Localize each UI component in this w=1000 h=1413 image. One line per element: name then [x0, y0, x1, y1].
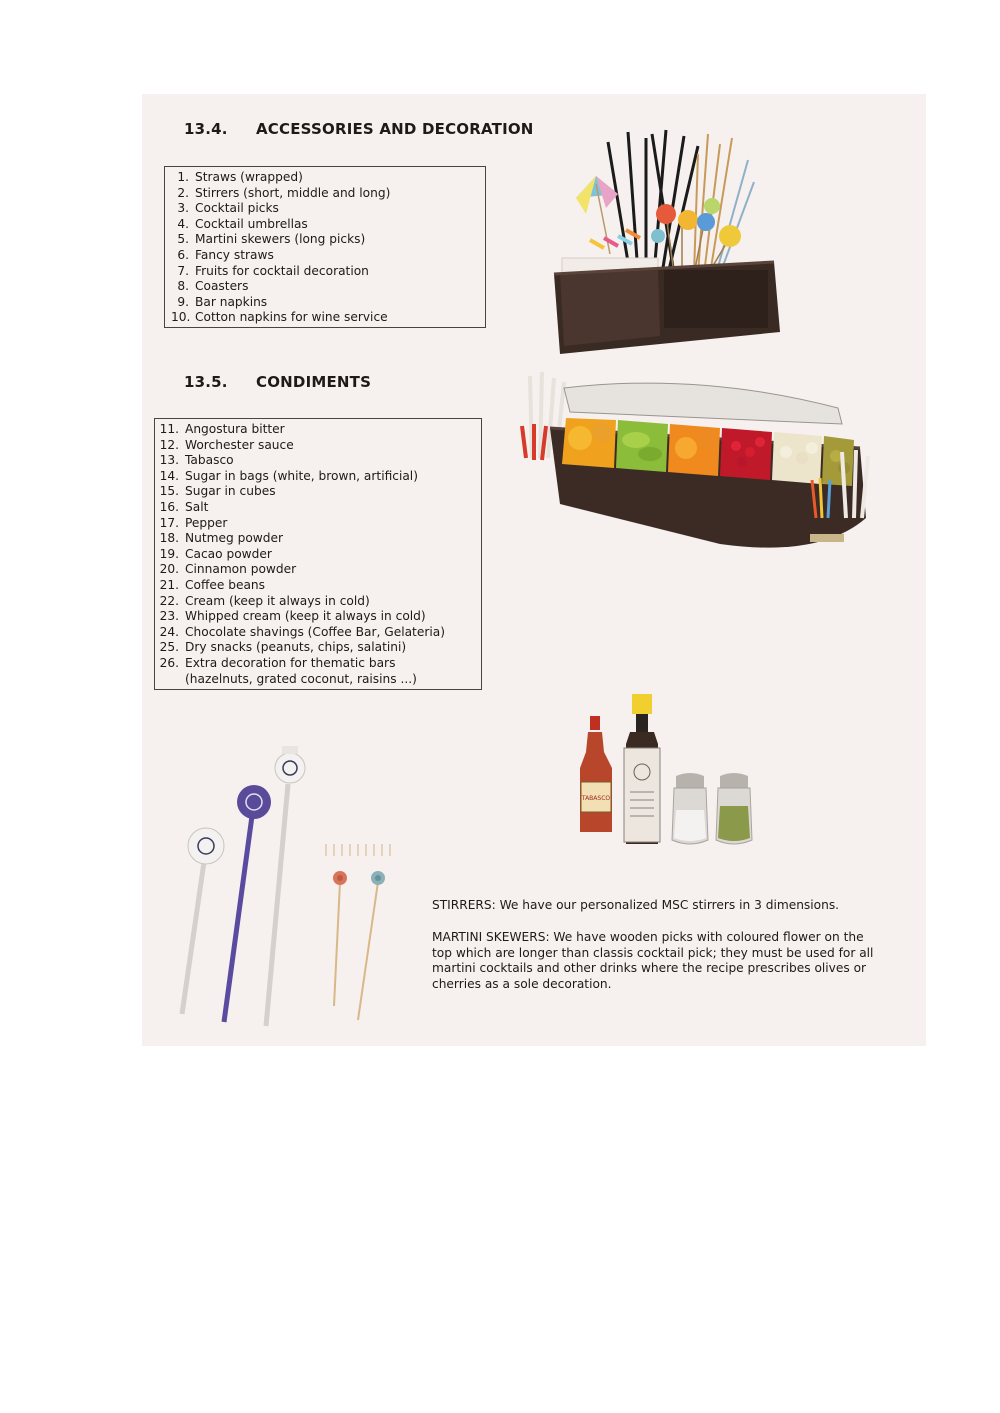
list-item-number: 13.: [159, 453, 179, 468]
list-item-number: 3.: [177, 201, 189, 216]
list-item: [171, 186, 485, 202]
list-item-text: Cream (keep it always in cold): [185, 593, 370, 608]
list-item: [155, 484, 481, 500]
list-item-number: 9.: [177, 294, 189, 309]
list-item-number: 4.: [177, 216, 189, 231]
list-item-text: Worchester sauce: [185, 437, 294, 452]
list-item-number: 25.: [159, 640, 179, 655]
accessories-list: [171, 170, 485, 326]
list-item-text: Fruits for cocktail decoration: [195, 263, 369, 278]
list-item-text: Pepper: [185, 515, 228, 530]
list-item: [171, 201, 485, 217]
list-item-number: 6.: [177, 247, 189, 262]
list-item-text: Sugar in bags (white, brown, artificial): [185, 468, 418, 483]
list-item: [155, 531, 481, 547]
list-item-number: 11.: [159, 422, 179, 436]
middle-stirrer-icon: [224, 785, 271, 1022]
list-item: [155, 640, 481, 656]
list-item: [171, 232, 485, 248]
list-item: [155, 562, 481, 578]
list-item-number: 14.: [159, 468, 179, 483]
list-item-text: Coasters: [195, 279, 249, 294]
list-item-number: 16.: [159, 499, 179, 514]
list-item-text: Chocolate shavings (Coffee Bar, Gelateria): [185, 624, 445, 639]
list-item-text: Bar napkins: [195, 294, 268, 309]
skewer-blue-flower-icon: [358, 871, 385, 1020]
condiments-list: [155, 422, 481, 687]
list-item-text: Nutmeg powder: [185, 531, 284, 546]
pepper-shaker-icon: [716, 773, 752, 844]
condiment-bottles-photo: [574, 692, 764, 854]
section-heading-accessories: [184, 120, 534, 138]
list-item-number: 20.: [159, 562, 179, 577]
list-item-text: Cotton napkins for wine service: [195, 310, 388, 325]
list-item-number: 12.: [159, 437, 179, 452]
list-item-number: 8.: [177, 279, 189, 294]
list-item: [155, 547, 481, 563]
list-item-number: 18.: [159, 531, 179, 546]
list-item-text: Coffee beans: [185, 577, 266, 592]
list-item-number: 2.: [177, 185, 189, 200]
list-item-text: Cocktail picks: [195, 201, 279, 216]
martini-skewers-photo: [320, 838, 400, 1030]
list-item-number: 26.: [159, 655, 179, 670]
list-item-number: 10.: [171, 310, 191, 325]
bar-caddy-photo: [548, 124, 838, 356]
list-item: [155, 625, 481, 641]
list-item: [171, 264, 485, 280]
angostura-bottle-icon: [624, 694, 660, 844]
list-item: [171, 310, 485, 326]
list-item-number: 24.: [159, 624, 179, 639]
list-item: [171, 279, 485, 295]
msc-stirrers-photo: [178, 744, 318, 1034]
section-heading-condiments: [184, 373, 371, 391]
list-item-number: 23.: [159, 609, 179, 624]
martini-skewers-caption: MARTINI SKEWERS: We have wooden picks with coloured flower on the top which are longer than classis cocktail pick; they must be used for all martini cocktails and other drinks where the recipe prescribes olives or cherries as a sole decoration.: [432, 930, 874, 991]
list-item: [155, 422, 481, 438]
list-item-number: 22.: [159, 593, 179, 608]
section-number: 13.5.: [184, 373, 228, 391]
list-item: [155, 609, 481, 625]
list-item-number: 5.: [177, 232, 189, 247]
list-item: [155, 453, 481, 469]
list-item-text: Sugar in cubes: [185, 484, 276, 499]
list-item-text: Angostura bitter: [185, 422, 285, 436]
list-item-text: Fancy straws: [195, 247, 274, 262]
list-item-text: Extra decoration for thematic bars (hazelnuts, grated coconut, raisins ...): [185, 655, 417, 686]
skewer-pink-flower-icon: [333, 871, 347, 1006]
list-item: [155, 500, 481, 516]
list-item-text: Cocktail umbrellas: [195, 216, 308, 231]
section-title: ACCESSORIES AND DECORATION: [256, 120, 534, 138]
list-item-number: 1.: [177, 170, 189, 184]
list-item-text: Salt: [185, 499, 209, 514]
list-item-text: Tabasco: [185, 453, 234, 468]
stirrers-caption: STIRRERS: We have our personalized MSC stirrers in 3 dimensions.: [432, 898, 840, 912]
list-item-number: 19.: [159, 546, 179, 561]
list-item-text: Whipped cream (keep it always in cold): [185, 609, 426, 624]
list-item-text: Straws (wrapped): [195, 170, 303, 184]
list-item-number: 17.: [159, 515, 179, 530]
list-item: [155, 469, 481, 485]
list-item: [155, 594, 481, 610]
list-item-text: Stirrers (short, middle and long): [195, 185, 391, 200]
accessories-list-box: [164, 166, 486, 328]
list-item-text: Cacao powder: [185, 546, 272, 561]
condiments-list-box: [154, 418, 482, 690]
short-stirrer-icon: [182, 828, 224, 1014]
condiment-tray-photo: [520, 368, 880, 578]
document-page: [142, 94, 926, 1046]
list-item-number: 21.: [159, 577, 179, 592]
list-item: [171, 248, 485, 264]
list-item: [155, 656, 481, 687]
list-item: [155, 438, 481, 454]
tabasco-bottle-icon: [580, 716, 612, 832]
list-item: [155, 578, 481, 594]
tabasco-label: TABASCO: [581, 795, 611, 802]
section-title: CONDIMENTS: [256, 373, 372, 391]
list-item-text: Dry snacks (peanuts, chips, salatini): [185, 640, 407, 655]
section-number: 13.4.: [184, 120, 228, 138]
list-item: [155, 516, 481, 532]
list-item: [171, 217, 485, 233]
list-item-text: Martini skewers (long picks): [195, 232, 366, 247]
list-item: [171, 295, 485, 311]
list-item: [171, 170, 485, 186]
salt-shaker-icon: [672, 773, 708, 844]
list-item-number: 7.: [177, 263, 189, 278]
list-item-number: 15.: [159, 484, 179, 499]
list-item-text: Cinnamon powder: [185, 562, 297, 577]
long-stirrer-icon: [266, 746, 305, 1026]
